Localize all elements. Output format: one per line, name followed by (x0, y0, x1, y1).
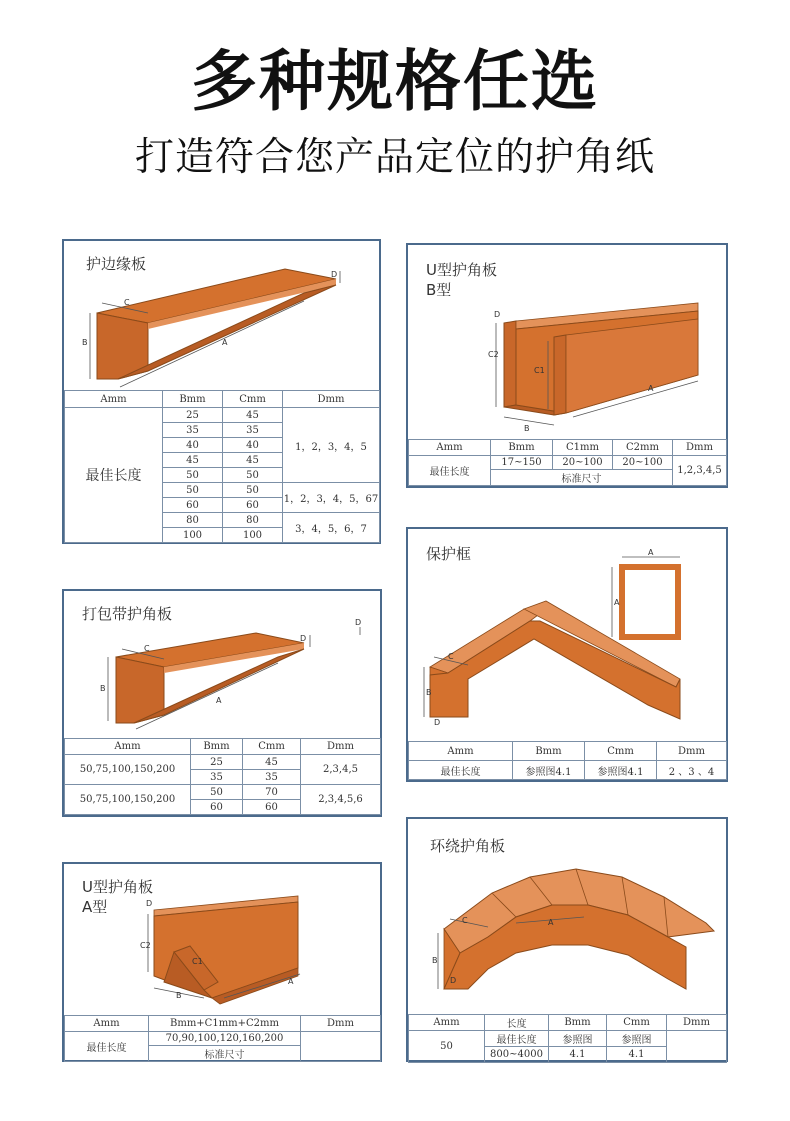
dim-b-label: B (176, 991, 182, 1000)
table-cell: 参照图4.1 (513, 761, 585, 780)
dim-b-label: B (82, 338, 88, 347)
dim-d-label: D (146, 899, 153, 908)
header-cell: Amm (409, 440, 491, 456)
table-cell: 50 (163, 468, 223, 483)
d-value-cell: 1,2,3,4,5 (673, 456, 727, 486)
dim-a-label: A (648, 384, 654, 393)
header-cell: Dmm (657, 742, 727, 761)
table-cell: 25 (191, 755, 243, 770)
dim-c2-label: C2 (140, 941, 151, 950)
table-cell: 80 (223, 513, 283, 528)
table-cell: 4.1 (607, 1047, 667, 1063)
d-value-cell (301, 1032, 381, 1062)
header-cell: Bmm (513, 742, 585, 761)
card-title: 环绕护角板 (430, 837, 506, 855)
d-value-cell: 2 、3 、4 (657, 761, 727, 780)
d-value-cell (667, 1031, 727, 1063)
table-cell: 25 (163, 408, 223, 423)
table-cell: 4.1 (549, 1047, 607, 1063)
d-value-cell: 2,3,4,5,6 (301, 785, 381, 815)
u-board-a-spec-table (64, 1015, 381, 1062)
d-value-cell: 1，2，3，4，5 (283, 408, 380, 483)
strap-corner-board-diagram (64, 591, 380, 739)
card-title: 打包带护角板 (82, 605, 173, 623)
d-value-cell: 2,3,4,5 (301, 755, 381, 785)
table-cell: 60 (163, 498, 223, 513)
header-cell: C2mm (613, 440, 673, 456)
frame-dim-a-label: A (648, 548, 654, 557)
header-cell: 长度 (485, 1015, 549, 1031)
header-cell: Bmm (191, 739, 243, 755)
dim-a-label: A (288, 977, 294, 986)
card-subtitle: B型 (426, 281, 452, 299)
table-cell: 45 (163, 453, 223, 468)
dim-d-label: D (300, 634, 307, 643)
table-cell: 50 (191, 785, 243, 800)
dim-c1-label: C1 (192, 957, 203, 966)
header-cell: Dmm (301, 739, 381, 755)
u-board-b-diagram (408, 245, 726, 440)
header-cell: C1mm (553, 440, 613, 456)
header-cell: Dmm (301, 1016, 381, 1032)
table-cell: 800~4000 (485, 1047, 549, 1063)
table-cell: 50 (223, 468, 283, 483)
card-title: U型护角板 (426, 261, 497, 279)
header-cell: Amm (409, 1015, 485, 1031)
dim-c1-label: C1 (534, 366, 545, 375)
header-cell: Cmm (243, 739, 301, 755)
u-board-a-diagram (64, 864, 380, 1016)
best-length-label: 最佳长度 (65, 1032, 149, 1062)
best-length-label: 最佳长度 (65, 408, 163, 543)
dim-c2-label: C2 (488, 350, 499, 359)
header-cell: Dmm (673, 440, 727, 456)
header-cell: Amm (409, 742, 513, 761)
standard-size-note: 标准尺寸 (491, 470, 673, 486)
u-board-b-spec-table (408, 439, 727, 486)
header-cell: Bmm+C1mm+C2mm (149, 1016, 301, 1032)
header-cell: Bmm (491, 440, 553, 456)
edge-board-diagram (64, 241, 379, 391)
table-cell: 35 (191, 770, 243, 785)
best-length-label: 最佳长度 (485, 1031, 549, 1047)
table-cell: 20~100 (613, 456, 673, 470)
dim-d-legend-label: D (355, 618, 362, 627)
table-cell: 参照图4.1 (585, 761, 657, 780)
dim-d-label: D (331, 270, 338, 279)
table-cell: 40 (163, 438, 223, 453)
card-protective-frame (406, 527, 728, 782)
dim-c-label: C (124, 298, 130, 307)
header-cell: Cmm (607, 1015, 667, 1031)
dim-d-label: D (494, 310, 501, 319)
card-subtitle: A型 (82, 898, 108, 916)
table-cell: 45 (243, 755, 301, 770)
frame-dim-a-side-label: A (614, 598, 620, 607)
table-cell: 50,75,100,150,200 (65, 755, 191, 785)
dim-a-label: A (222, 338, 228, 347)
best-length-label: 最佳长度 (409, 761, 513, 780)
card-title: 保护框 (426, 545, 472, 563)
wrap-corner-board-spec-table (408, 1014, 727, 1063)
table-cell: 100 (223, 528, 283, 543)
table-cell: 参照图 (607, 1031, 667, 1047)
d-value-cell: 3，4，5，6，7 (283, 513, 380, 543)
dim-c-label: C (462, 916, 468, 925)
card-u-board-a (62, 862, 382, 1062)
dim-d-label: D (450, 976, 457, 985)
table-cell: 35 (163, 423, 223, 438)
table-cell: 50 (409, 1031, 485, 1063)
dim-b-label: B (432, 956, 438, 965)
table-cell: 50,75,100,150,200 (65, 785, 191, 815)
table-cell: 50 (163, 483, 223, 498)
table-cell: 45 (223, 453, 283, 468)
dim-b-label: B (426, 688, 432, 697)
table-cell: 20~100 (553, 456, 613, 470)
header-cell: Dmm (667, 1015, 727, 1031)
dim-d-label: D (434, 718, 441, 727)
table-cell: 40 (223, 438, 283, 453)
table-cell: 50 (223, 483, 283, 498)
page-title: 多种规格任选 (191, 43, 599, 120)
header-cell: Cmm (585, 742, 657, 761)
protective-frame-diagram (408, 529, 726, 741)
dim-a-label: A (548, 918, 554, 927)
table-cell: 35 (223, 423, 283, 438)
card-u-board-b (406, 243, 728, 488)
table-cell: 参照图 (549, 1031, 607, 1047)
dim-b-label: B (100, 684, 106, 693)
card-edge-board (62, 239, 381, 544)
protective-frame-spec-table (408, 741, 727, 780)
header-cell: Amm (65, 1016, 149, 1032)
table-cell: 17~150 (491, 456, 553, 470)
header-cell: Dmm (283, 391, 380, 408)
header-cell: Bmm (549, 1015, 607, 1031)
card-title: 护边缘板 (86, 255, 147, 273)
table-cell: 35 (243, 770, 301, 785)
card-wrap-corner-board (406, 817, 728, 1062)
header-cell: Cmm (223, 391, 283, 408)
card-title: U型护角板 (82, 878, 153, 896)
header-cell: Amm (65, 391, 163, 408)
card-strap-corner-board (62, 589, 382, 817)
wrap-corner-board-diagram (408, 819, 726, 1015)
dim-b-label: B (524, 424, 530, 433)
page-subtitle: 打造符合您产品定位的护角纸 (134, 135, 655, 180)
table-cell: 70,90,100,120,160,200 (149, 1032, 301, 1046)
d-value-cell: 1，2，3，4，5，67 (283, 483, 380, 513)
table-cell: 60 (191, 800, 243, 815)
table-cell: 70 (243, 785, 301, 800)
table-cell: 100 (163, 528, 223, 543)
edge-board-spec-table (64, 390, 380, 543)
dim-c-label: C (144, 644, 150, 653)
table-cell: 60 (223, 498, 283, 513)
table-cell: 45 (223, 408, 283, 423)
best-length-label: 最佳长度 (409, 456, 491, 486)
dim-a-label: A (216, 696, 222, 705)
strap-corner-board-spec-table (64, 738, 381, 815)
dim-c-label: C (448, 652, 454, 661)
table-cell: 60 (243, 800, 301, 815)
header-cell: Bmm (163, 391, 223, 408)
table-cell: 80 (163, 513, 223, 528)
standard-size-note: 标准尺寸 (149, 1046, 301, 1062)
header-cell: Amm (65, 739, 191, 755)
